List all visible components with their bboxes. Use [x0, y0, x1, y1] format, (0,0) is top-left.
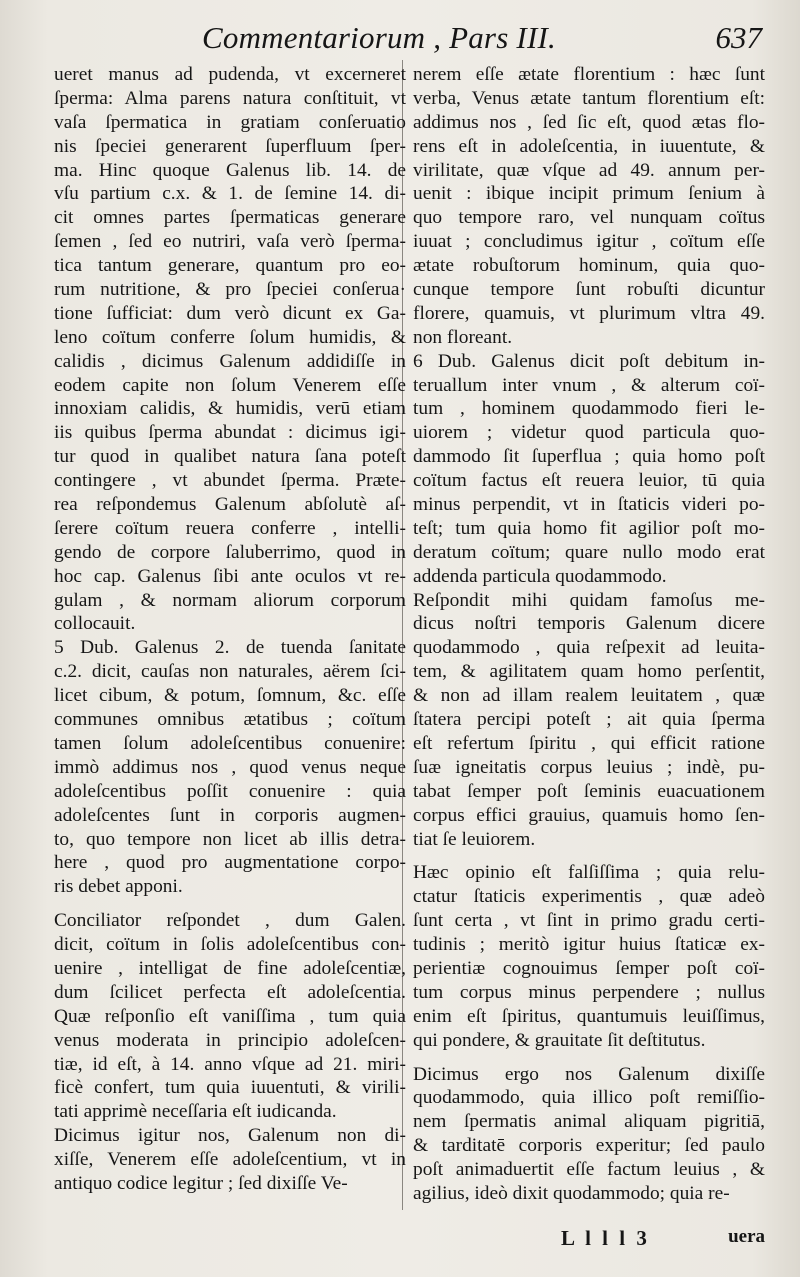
text-line: venus moderata in principio adoleſcen-	[54, 1029, 406, 1051]
running-head	[0, 14, 800, 64]
text-line: adoleſcentes ſunt in corporis augmen-	[54, 804, 406, 826]
text-line: uenire , intelligat de fine adoleſcentiæ,	[54, 957, 406, 979]
text-line: ris debet apponi.	[54, 876, 183, 898]
running-title: Commentariorum , Pars III.	[202, 20, 556, 55]
text-line: tione ſufficiat: dum verò dicunt ex Ga-	[54, 302, 406, 324]
text-line: iuuat ; concludimus igitur , coïtum eſſe	[413, 231, 765, 253]
text-line: corpus effici grauius, quamuis homo ſen-	[413, 804, 765, 826]
text-line: tum corpus minus perpendere ; nullus	[413, 981, 765, 1003]
text-line: deratum coïtum; quare nullo modo erat	[413, 541, 765, 563]
text-line: rea reſpondemus Galenum abſolutè aſ-	[54, 494, 406, 516]
text-line: nem ſpermatis animal aliquam pigritiā,	[413, 1111, 765, 1133]
catchword: uera	[728, 1226, 765, 1247]
text-line: rens eſt in adoleſcentia, in iuuentute, &	[413, 135, 765, 157]
text-line: Conciliator reſpondet , dum Galen.	[54, 910, 406, 932]
text-line: non floreant.	[413, 326, 513, 348]
text-line: ſemen , ſed eo nutriri, vaſa verò ſperma-	[54, 231, 406, 253]
text-line: tiæ, id eſt, à 14. anno vſque ad 21. miri-	[54, 1053, 406, 1075]
text-line: leno coïtum conferre ſolum humidis, &	[54, 326, 406, 348]
text-line: ueret manus ad pudenda, vt excerneret	[54, 64, 406, 85]
text-line: teruallum inter vnum , & alterum coï-	[413, 374, 765, 396]
text-line: quodammodo , quia reſpexit ad leuita-	[413, 637, 765, 659]
text-line: Dicimus igitur nos, Galenum non di-	[54, 1125, 406, 1147]
text-line: dicit, coïtum in ſolis adoleſcentibus con-	[54, 934, 406, 956]
text-line: ctatur ſtaticis experimentis , quæ adeò	[413, 886, 765, 908]
text-line: Reſpondit mihi quidam famoſus me-	[413, 589, 765, 611]
text-line: verba, Venus ætate tantum florentium eſt:	[413, 87, 765, 109]
text-line: cunque tempore ſunt robuſti dicuntur	[413, 279, 765, 301]
text-line: tabat ſemper poſt ſeminis euacuationem	[413, 780, 765, 802]
text-line: ficè confert, tum quia iuuentuti, & virili-	[54, 1077, 406, 1099]
text-line: eſt refertum ſpiritu , qui efficit ratione	[413, 732, 765, 754]
text-line: & non ad illam realem leuitatem , quæ	[413, 685, 765, 707]
text-line: communes omnibus ætatibus ; coïtum	[54, 709, 406, 731]
text-line: ſerere coïtum reuera conferre , intelli-	[54, 517, 406, 539]
text-line: & tarditatē corporis experitur; ſed paulo	[413, 1135, 765, 1157]
text-line: innoxiam calidis, & humidis, verū etiam	[54, 398, 406, 420]
text-line: tum , hominem quodammodo fieri le-	[413, 398, 765, 420]
signature-mark: L l l l 3	[561, 1226, 650, 1250]
text-line: Quæ reſponſio eſt vaniſſima , tum quia	[54, 1005, 406, 1027]
text-line: here , quod pro augmentatione corpo-	[54, 852, 406, 874]
text-line: gulam , & normam aliorum corporum	[54, 589, 406, 611]
paragraph-gap	[413, 851, 765, 861]
paragraph-gap	[54, 899, 406, 909]
text-line: quodammodo, quia illico poſt remiſſio-	[413, 1087, 765, 1109]
text-line: ætate robuſtorum hominum, quia quo-	[413, 255, 765, 277]
text-line: uiorem ; videtur quod particula quo-	[413, 422, 765, 444]
text-line: hoc cap. Galenus ſibi ante oculos vt re-	[54, 565, 406, 587]
text-line: florere, quamuis, vt plurimum vltra 49.	[413, 302, 765, 324]
text-line: ſperma: Alma parens natura conſtituit, vt	[54, 87, 406, 109]
text-line: dum ſcilicet perfecta eſt adoleſcentia.	[54, 981, 406, 1003]
text-line: addimus nos , ſed ſic eſt, quod ætas flo-	[413, 111, 765, 133]
text-line: licet cibum, & potum, ſomnum, &c. eſſe	[54, 685, 406, 707]
text-line: agilius, ideò dixit quodammodo; quia re-	[413, 1182, 730, 1204]
footer-line	[413, 1226, 765, 1256]
text-line: nis ſpeciei generarent ſuperfluum ſper-	[54, 135, 406, 157]
text-line: calidis , dicimus Galenum addidiſſe in	[54, 350, 406, 372]
text-line: perientiæ cognouimus ſemper poſt coï-	[413, 957, 765, 979]
text-line: vſu partium c.x. & 1. de ſemine 14. di-	[54, 183, 406, 205]
text-line: addenda particula quodammodo.	[413, 565, 667, 587]
text-line: 5 Dub. Galenus 2. de tuenda ſanitate	[54, 637, 406, 659]
text-line: teſt; tum quia homo fit agilior poſt mo-	[413, 517, 765, 539]
text-line: c.2. dicit, cauſas non naturales, aërem ſci-	[54, 661, 406, 683]
text-line: tica tantum generare, quantum pro eo-	[54, 255, 406, 277]
text-line: immò addimus nos , quod venus neque	[54, 756, 406, 778]
text-line: virilitate, quæ vſque ad 49. annum per-	[413, 159, 765, 181]
text-line: ſtatera percipi poteſt ; ait quia ſperma	[413, 709, 765, 731]
text-line: tamen ſolum adoleſcentibus conuenire:	[54, 732, 406, 754]
text-line: coïtum factus eſt reuera leuior, tū quia	[413, 470, 765, 492]
text-line: tur quod in qualibet natura ſana poteſt	[54, 446, 406, 468]
text-line: iis quibus ſperma abundat : dicimus igi-	[54, 422, 406, 444]
left-text-column	[54, 63, 406, 1196]
text-line: vaſa ſpermatica in gratiam conſeruatio	[54, 111, 406, 133]
paragraph-gap	[413, 1053, 765, 1063]
text-line: xiſſe, Venerem eſſe adoleſcentium, vt in	[54, 1149, 406, 1171]
text-line: tudinis ; meritò igitur huius ſtaticæ ex-	[413, 934, 765, 956]
text-line: gendo de corpore ſaluberrimo, quod in	[54, 541, 406, 563]
text-line: antiquo codice legitur ; ſed dixiſſe Ve-	[54, 1172, 348, 1194]
text-line: 6 Dub. Galenus dicit poſt debitum in-	[413, 350, 765, 372]
text-line: collocauit.	[54, 613, 136, 635]
text-line: adoleſcentibus poſſit conuenire : quia	[54, 780, 406, 802]
text-line: rum nutritione, & pro ſpeciei conſerua·	[54, 279, 406, 301]
text-line: tiat ſe leuiorem.	[413, 828, 536, 850]
text-line: nerem eſſe ætate florentium : hæc ſunt	[413, 64, 765, 85]
text-line: poſt animaduertit eſſe factum leuius , &	[413, 1159, 765, 1181]
text-line: qui pondere, & grauitate ſit deſtitutus.	[413, 1029, 706, 1051]
text-line: enim eſt ſpiritus, quantumuis leuiſſimus,	[413, 1005, 765, 1027]
text-line: minus perpendit, vt in ſtaticis videri po-	[413, 494, 765, 516]
text-line: dammodo ſit ſuperflua ; quia homo poſt	[413, 446, 765, 468]
text-line: ma. Hinc quoque Galenus lib. 14. de	[54, 159, 406, 181]
text-line: Hæc opinio eſt falſiſſima ; quia relu-	[413, 862, 765, 884]
text-line: cit omnes partes ſpermaticas generare	[54, 207, 406, 229]
text-line: Dicimus ergo nos Galenum dixiſſe	[413, 1063, 765, 1085]
text-line: to, quo tempore non licet ab illis detra-	[54, 828, 406, 850]
right-text-column	[413, 63, 765, 1206]
text-line: ſuæ igneitatis corpus leuius ; indè, pu-	[413, 756, 765, 778]
text-line: tati apprimè neceſſaria eſt iudicanda.	[54, 1101, 337, 1123]
text-line: contingere , vt abundet ſperma. Præte-	[54, 470, 406, 492]
page-number: 637	[715, 20, 762, 55]
text-line: eodem capite non ſolum Venerem eſſe	[54, 374, 406, 396]
text-line: dicus noſtri temporis Galenum dicere	[413, 613, 765, 635]
text-line: tem, & agilitatem quam homo perſentit,	[413, 661, 765, 683]
text-line: uenit : ibique incipit primum ſenium à	[413, 183, 765, 205]
text-line: quo tempore raro, vel nunquam coïtus	[413, 207, 765, 229]
text-line: ſunt certa , vt ſint in primo gradu certi-	[413, 910, 765, 932]
